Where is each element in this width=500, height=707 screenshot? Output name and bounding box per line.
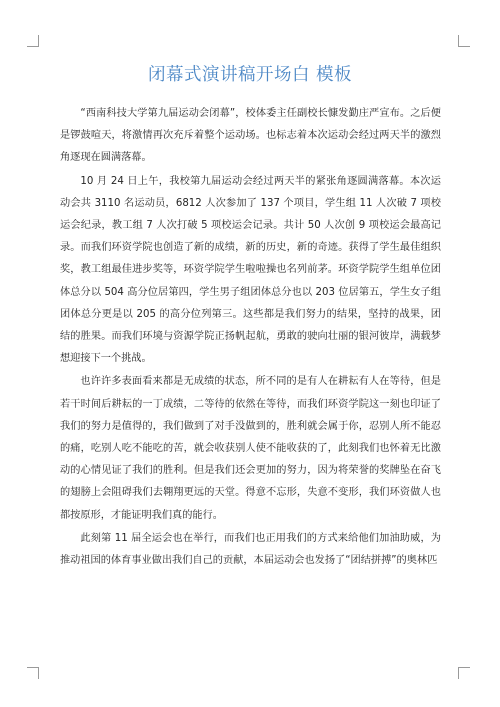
document-body bbox=[60, 103, 441, 573]
paragraph-2: 10 月 24 日上午，我校第九届运动会经过两天半的紧张角逐圆满落幕。本次运动会共 3110 名运动员，6812 人次参加了 137 个项目，学生组 11 人次破 7 项校运会纪录，教工组 7 人次打破 5 项校运会记录。共计 50 人次创 9 项校运会最高记录。而我们环资学院也创造了新的成绩，新的历史，新的奇迹。获得了学生最佳组织奖，教工组最佳进步奖等，环资学院学生啦啦操也名列前茅。环资学院学生组单位团体总分以 504 高分位居第四，学生男子组团体总分也以 203 位居第五，学生女子组团体总分更是以 205 的高分位列第三。这些都是我们努力的结果，坚持的战果，团结的胜果。而我们环境与资源学院正扬帆起航，勇敢的驶向壮丽的银河彼岸，满载梦想迎接下一个挑战。 bbox=[60, 175, 441, 365]
crop-mark-top-right bbox=[458, 35, 470, 47]
crop-mark-bottom-right bbox=[458, 667, 470, 679]
document-title: 闭幕式演讲稿开场白 模板 bbox=[147, 65, 353, 85]
paragraph-4: 此刻第 11 届全运会也在举行，而我们也正用我们的方式来给他们加油助威，为推动祖国的体育事业做出我们自己的贡献，本届运动会也发扬了“团结拼搏”的奥林匹 bbox=[60, 532, 441, 567]
crop-mark-bottom-left bbox=[27, 667, 39, 679]
crop-mark-top-left bbox=[27, 35, 39, 47]
paragraph-1: “西南科技大学第九届运动会闭幕”，校体委主任副校长慷发勤庄严宣布。之后便是锣鼓喧天，将激情再次充斥着整个运动场。也标志着本次运动会经过两天半的激烈角逐现在圆满落幕。 bbox=[60, 108, 441, 164]
paragraph-3: 也许许多表面看来都是无成绩的状态，所不同的是有人在耕耘有人在等待，但是若干时间后耕耘的一丁成绩，二等待的依然在等待，而我们环资学院这一刻也印证了我们的努力是值得的，我们做到了对手没做到的，胜利就会属于你，忍别人所不能忍的痛，吃别人吃不能吃的苦，就会收获别人使不能收获的了，此刻我们也怀着无比激动的心情见证了我们的胜利。但是我们还会更加的努力，因为将荣誉的奖牌坠在奋飞的翅膀上会阻碍我们去翱翔更远的天堂。得意不忘形，失意不变形，我们环资做人也都按原形，才能证明我们真的能行。 bbox=[60, 376, 441, 521]
